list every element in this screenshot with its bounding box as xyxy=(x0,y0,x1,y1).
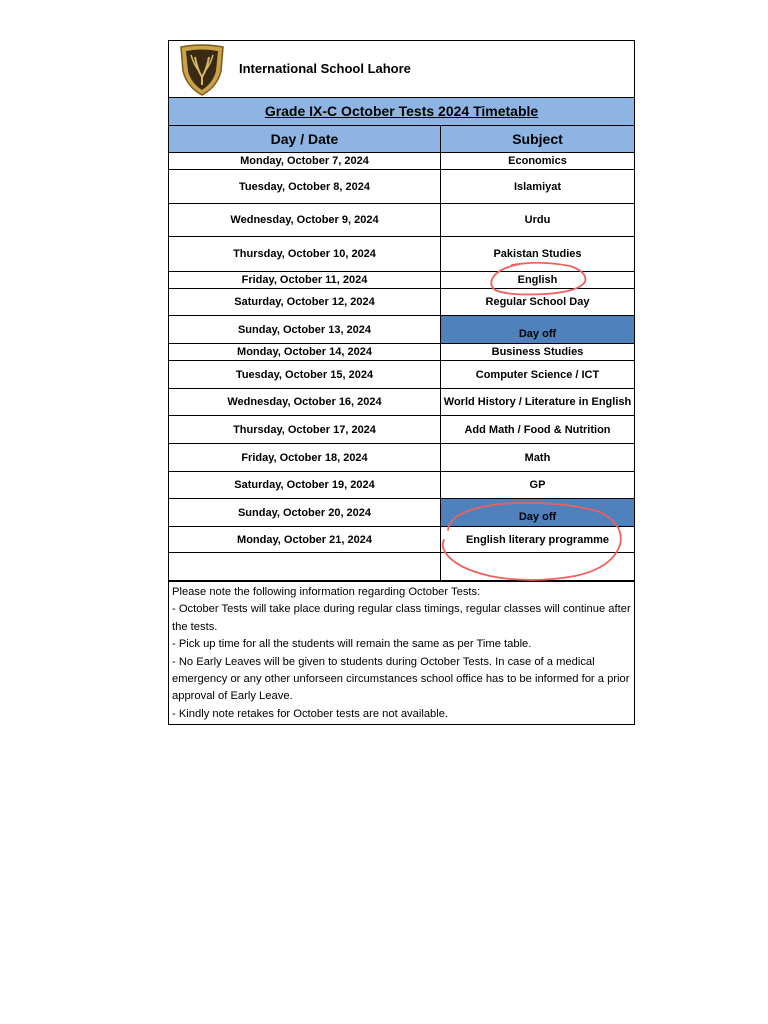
table-row xyxy=(169,361,634,389)
subject-cell: Computer Science / ICT xyxy=(441,361,635,389)
timetable-table xyxy=(169,126,634,581)
subject-cell-day-off xyxy=(441,499,635,527)
table-row xyxy=(169,499,634,527)
school-name: International School Lahore xyxy=(239,61,411,76)
timetable-title: Grade IX-C October Tests 2024 Timetable xyxy=(264,103,539,119)
subject-cell: Regular School Day xyxy=(441,289,635,316)
subject-cell: Add Math / Food & Nutrition xyxy=(441,416,635,444)
table-row xyxy=(169,444,634,472)
date-cell: Saturday, October 19, 2024 xyxy=(169,472,441,499)
timetable-title-bar xyxy=(169,98,634,126)
note-line: - Pick up time for all the students will remain the same as per Time table. xyxy=(172,638,532,651)
table-row xyxy=(169,153,634,170)
subject-cell: Math xyxy=(441,444,635,472)
day-off-label: Day off xyxy=(518,510,557,523)
subject-cell: World History / Literature in English xyxy=(441,389,635,416)
timetable-sheet xyxy=(168,40,635,725)
table-row xyxy=(169,237,634,272)
column-header-row xyxy=(169,126,634,153)
column-header-date: Day / Date xyxy=(169,126,441,153)
subject-cell-day-off xyxy=(441,316,635,344)
table-row xyxy=(169,416,634,444)
column-header-subject: Subject xyxy=(441,126,635,153)
subject-cell xyxy=(441,553,635,581)
table-row xyxy=(169,389,634,416)
note-line: Please note the following information regarding October Tests: xyxy=(172,586,481,598)
subject-cell: Pakistan Studies xyxy=(441,237,635,272)
date-cell: Monday, October 14, 2024 xyxy=(169,344,441,361)
table-row xyxy=(169,527,634,553)
date-cell: Sunday, October 20, 2024 xyxy=(169,499,441,527)
subject-cell: Urdu xyxy=(441,204,635,237)
day-off-label: Day off xyxy=(518,327,557,340)
note-line: - October Tests will take place during regular class timings, regular classes will continue after the tests. xyxy=(172,603,631,633)
table-row xyxy=(169,272,634,289)
school-header xyxy=(169,41,634,98)
date-cell: Friday, October 11, 2024 xyxy=(169,272,441,289)
date-cell: Sunday, October 13, 2024 xyxy=(169,316,441,344)
subject-cell: English xyxy=(441,272,635,289)
date-cell: Thursday, October 17, 2024 xyxy=(169,416,441,444)
table-row xyxy=(169,472,634,499)
date-cell: Saturday, October 12, 2024 xyxy=(169,289,441,316)
date-cell: Friday, October 18, 2024 xyxy=(169,444,441,472)
date-cell: Wednesday, October 9, 2024 xyxy=(169,204,441,237)
note-line: - No Early Leaves will be given to students during October Tests. In case of a medical emergency or any other unforseen circumstances school office has to be informed for a prior approval of Early Leave. xyxy=(172,655,630,703)
date-cell: Monday, October 7, 2024 xyxy=(169,153,441,170)
date-cell: Thursday, October 10, 2024 xyxy=(169,237,441,272)
table-row xyxy=(169,344,634,361)
subject-cell: English literary programme xyxy=(441,527,635,553)
date-cell: Wednesday, October 16, 2024 xyxy=(169,389,441,416)
subject-cell: Islamiyat xyxy=(441,170,635,204)
school-crest-icon xyxy=(177,43,227,97)
subject-cell: Business Studies xyxy=(441,344,635,361)
table-row xyxy=(169,289,634,316)
note-line: - Kindly note retakes for October tests are not available. xyxy=(172,707,449,720)
notes-section xyxy=(169,581,634,724)
date-cell: Tuesday, October 8, 2024 xyxy=(169,170,441,204)
subject-cell: GP xyxy=(441,472,635,499)
date-cell: Tuesday, October 15, 2024 xyxy=(169,361,441,389)
table-row xyxy=(169,553,634,581)
subject-cell: Economics xyxy=(441,153,635,170)
table-row xyxy=(169,170,634,204)
table-row xyxy=(169,316,634,344)
date-cell: Monday, October 21, 2024 xyxy=(169,527,441,553)
table-row xyxy=(169,204,634,237)
date-cell xyxy=(169,553,441,581)
